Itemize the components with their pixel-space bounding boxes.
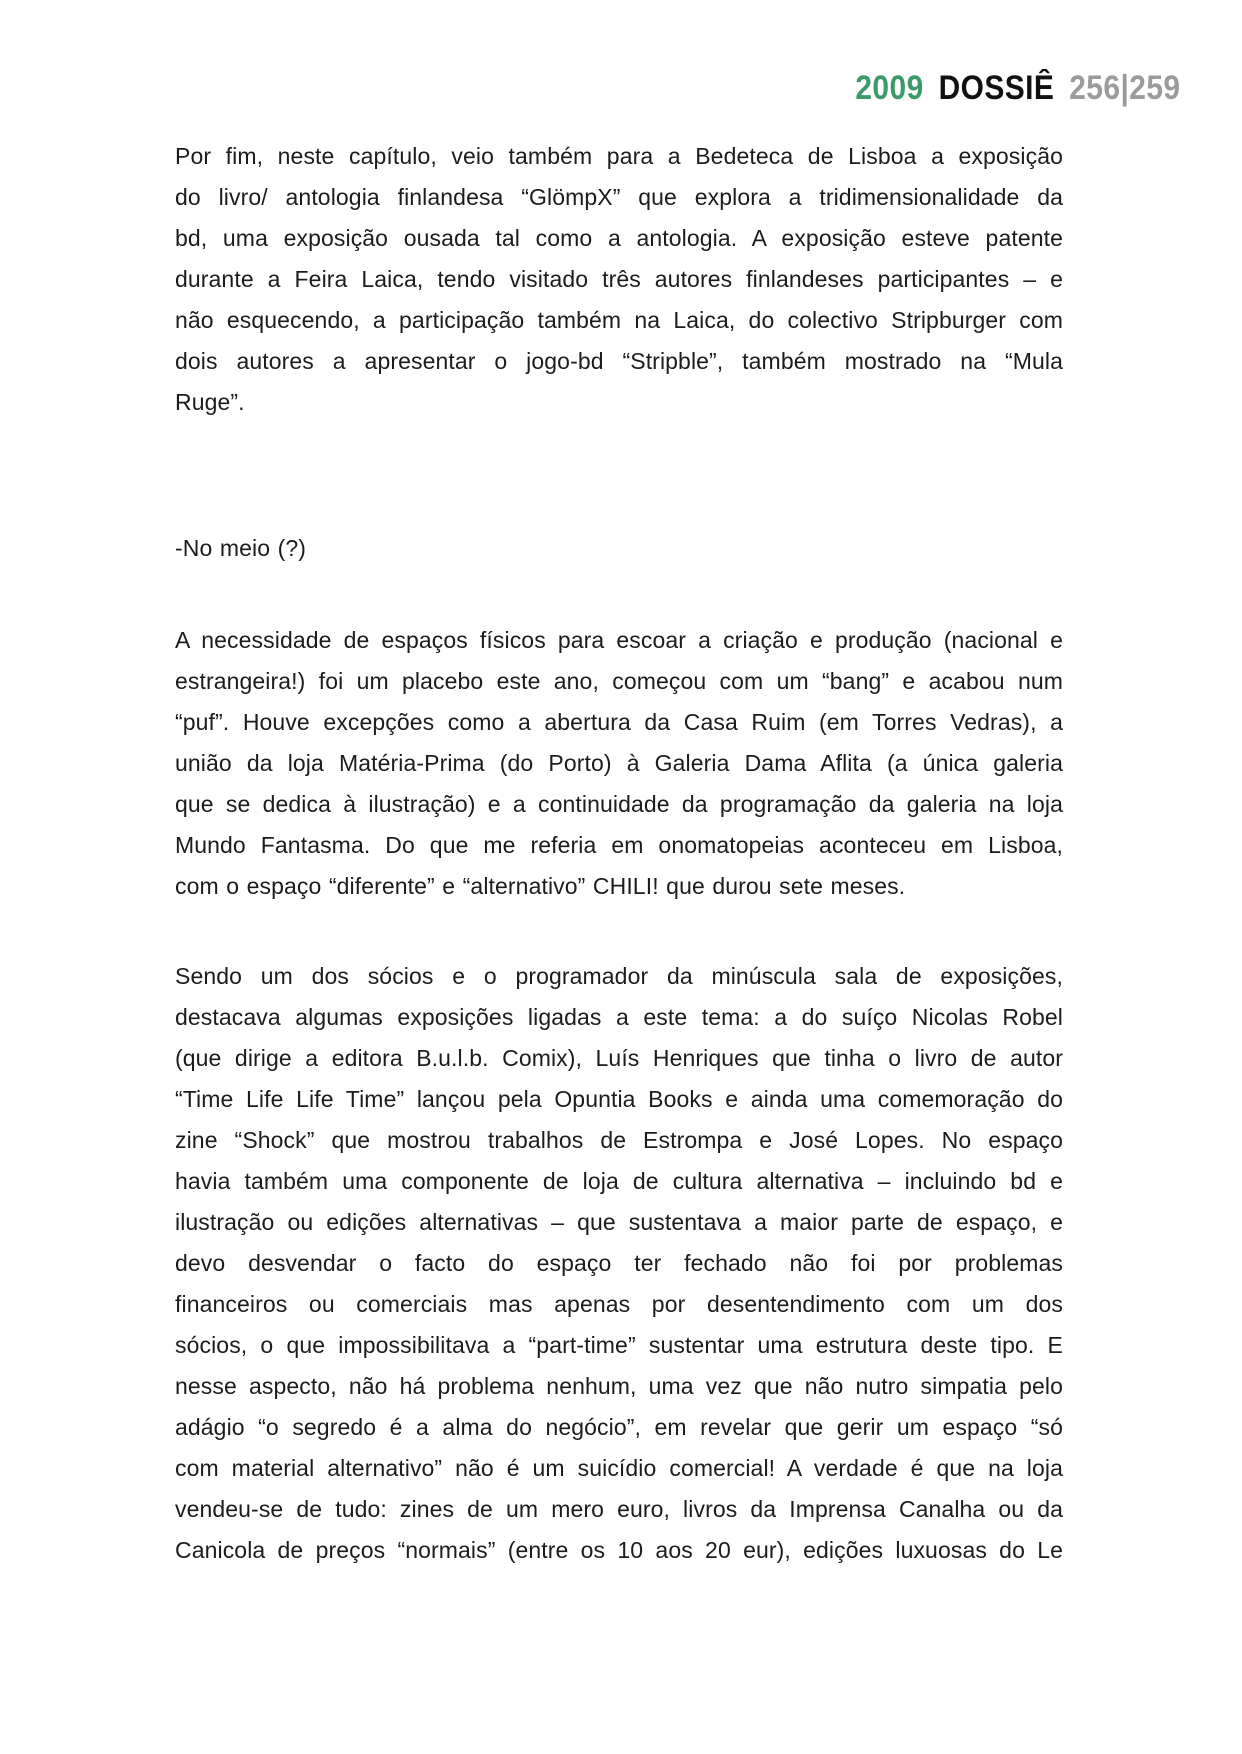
paragraph bbox=[175, 528, 1063, 569]
text-line: A necessidade de espaços físicos para escoar a criação e produção (nacional e bbox=[175, 627, 1063, 653]
text-line: havia também uma componente de loja de cultura alternativa – incluindo bd e bbox=[175, 1168, 1063, 1194]
text-line: -No meio (?) bbox=[175, 535, 307, 561]
text-line: Mundo Fantasma. Do que me referia em onomatopeias aconteceu em Lisboa, bbox=[175, 832, 1063, 858]
paragraph bbox=[175, 956, 1063, 1571]
text-line: “Time Life Life Time” lançou pela Opuntia Books e ainda uma comemoração do bbox=[175, 1086, 1063, 1112]
paragraph bbox=[175, 136, 1063, 423]
text-line: Ruge”. bbox=[175, 389, 245, 415]
text-line: vendeu-se de tudo: zines de um mero euro, livros da Imprensa Canalha ou da bbox=[175, 1496, 1063, 1522]
text-line: durante a Feira Laica, tendo visitado três autores finlandeses participantes – e bbox=[175, 266, 1063, 292]
text-line: nesse aspecto, não há problema nenhum, uma vez que não nutro simpatia pelo bbox=[175, 1373, 1063, 1399]
text-line: Sendo um dos sócios e o programador da minúscula sala de exposições, bbox=[175, 963, 1063, 989]
page-header bbox=[855, 70, 1180, 106]
text-line: dois autores a apresentar o jogo-bd “Stripble”, também mostrado na “Mula bbox=[175, 348, 1063, 374]
paragraph bbox=[175, 620, 1063, 907]
text-line: adágio “o segredo é a alma do negócio”, em revelar que gerir um espaço “só bbox=[175, 1414, 1063, 1440]
text-line: devo desvendar o facto do espaço ter fechado não foi por problemas bbox=[175, 1250, 1063, 1276]
text-line: (que dirige a editora B.u.l.b. Comix), Luís Henriques que tinha o livro de autor bbox=[175, 1045, 1063, 1071]
header-page-range: 256|259 bbox=[1068, 69, 1180, 107]
text-line: Por fim, neste capítulo, veio também para a Bedeteca de Lisboa a exposição bbox=[175, 143, 1063, 169]
text-line: não esquecendo, a participação também na Laica, do colectivo Stripburger com bbox=[175, 307, 1063, 333]
text-line: estrangeira!) foi um placebo este ano, começou com um “bang” e acabou num bbox=[175, 668, 1063, 694]
text-line: ilustração ou edições alternativas – que sustentava a maior parte de espaço, e bbox=[175, 1209, 1063, 1235]
text-line: financeiros ou comerciais mas apenas por desentendimento com um dos bbox=[175, 1291, 1063, 1317]
text-line: zine “Shock” que mostrou trabalhos de Estrompa e José Lopes. No espaço bbox=[175, 1127, 1063, 1153]
text-line: destacava algumas exposições ligadas a este tema: a do suíço Nicolas Robel bbox=[175, 1004, 1063, 1030]
text-line: que se dedica à ilustração) e a continuidade da programação da galeria na loja bbox=[175, 791, 1063, 817]
text-line: Canicola de preços “normais” (entre os 10 aos 20 eur), edições luxuosas do Le bbox=[175, 1537, 1063, 1563]
text-line: “puf”. Houve excepções como a abertura da Casa Ruim (em Torres Vedras), a bbox=[175, 709, 1063, 735]
text-line: bd, uma exposição ousada tal como a antologia. A exposição esteve patente bbox=[175, 225, 1063, 251]
header-year: 2009 bbox=[854, 69, 924, 107]
text-line: com o espaço “diferente” e “alternativo” CHILI! que durou sete meses. bbox=[175, 873, 906, 899]
text-line: sócios, o que impossibilitava a “part-time” sustentar uma estrutura deste tipo. E bbox=[175, 1332, 1063, 1358]
text-line: do livro/ antologia finlandesa “GlömpX” que explora a tridimensionalidade da bbox=[175, 184, 1063, 210]
text-line: união da loja Matéria-Prima (do Porto) à Galeria Dama Aflita (a única galeria bbox=[175, 750, 1063, 776]
text-line: com material alternativo” não é um suicídio comercial! A verdade é que na loja bbox=[175, 1455, 1063, 1481]
header-section-title: DOSSIÊ bbox=[938, 69, 1054, 107]
article-body bbox=[175, 136, 1063, 1571]
